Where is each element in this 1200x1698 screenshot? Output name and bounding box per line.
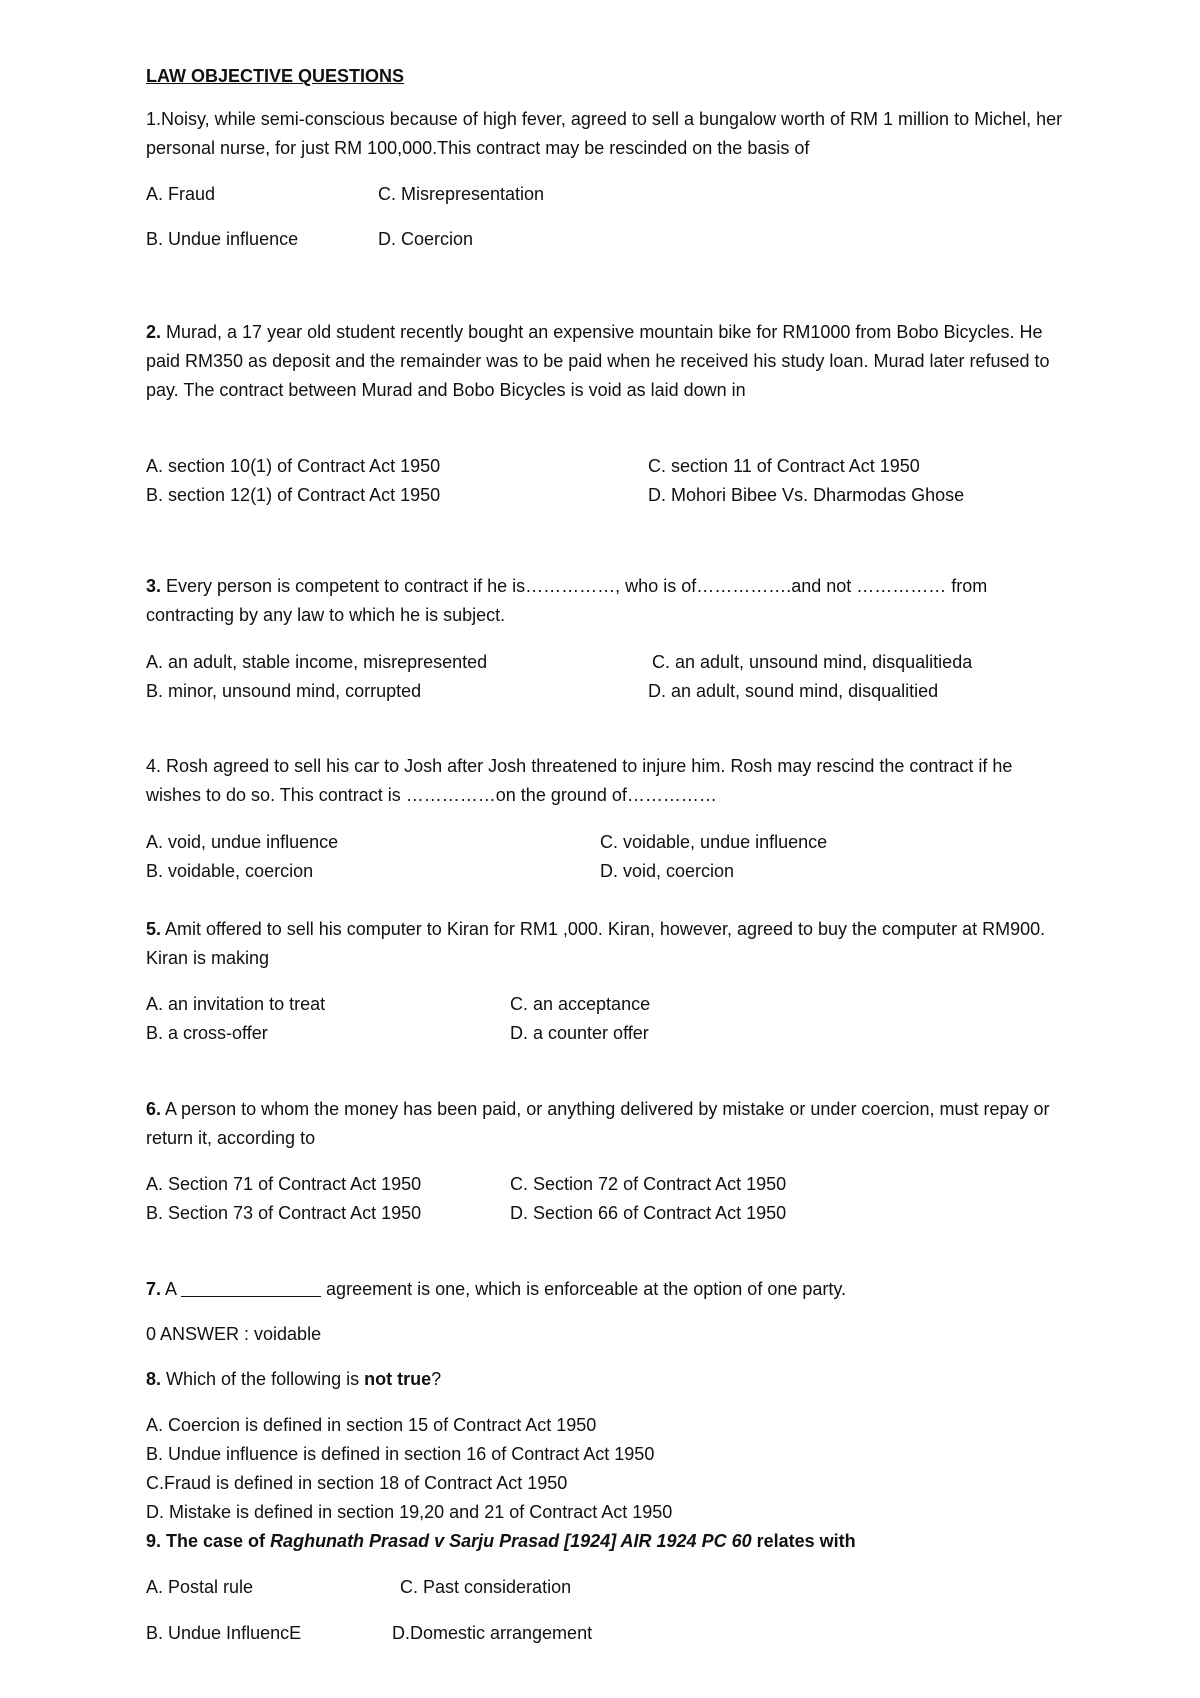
question-9-option-d: D.Domestic arrangement — [392, 1623, 593, 1643]
question-9-option-a: A. Postal rule — [146, 1577, 254, 1597]
question-9-text-post: relates with — [751, 1531, 856, 1551]
question-5-option-b: B. a cross-offer — [146, 1023, 268, 1043]
question-9-text-pre: 9. The case of — [146, 1531, 271, 1551]
question-9-case-name: Raghunath Prasad v Sarju Prasad [1924] AIR 1924 PC 60 — [270, 1531, 752, 1551]
question-3-option-a: A. an adult, stable income, misrepresented — [146, 652, 488, 672]
question-2-text: Murad, a 17 year old student recently bought an expensive mountain bike for RM1000 from Bobo Bicycles. He paid RM350 as deposit and the remainder was to be paid when he received his study loan. Murad later refused to pay. The contract between Murad and Bobo Bicycles is void as laid down in — [146, 322, 1050, 400]
question-4-option-a: A. void, undue influence — [146, 832, 339, 852]
question-4-option-d: D. void, coercion — [600, 861, 735, 881]
question-3-option-c: C. an adult, unsound mind, disqualitieda — [652, 652, 973, 672]
question-7-stem — [146, 1275, 1066, 1304]
question-2-option-a: A. section 10(1) of Contract Act 1950 — [146, 456, 441, 476]
question-9-option-c: C. Past consideration — [400, 1577, 572, 1597]
question-8-stem — [146, 1365, 1066, 1394]
question-3-number: 3. — [146, 576, 162, 596]
question-8-option-b: B. Undue influence is defined in section 16 of Contract Act 1950 — [146, 1444, 655, 1464]
answer-blank — [181, 1278, 321, 1297]
document-heading: LAW OBJECTIVE QUESTIONS — [146, 66, 405, 86]
question-8-option-c: C.Fraud is defined in section 18 of Contract Act 1950 — [146, 1473, 568, 1493]
question-8-option-d: D. Mistake is defined in section 19,20 and 21 of Contract Act 1950 — [146, 1502, 673, 1522]
question-6-option-d: D. Section 66 of Contract Act 1950 — [510, 1203, 787, 1223]
question-1-stem: 1.Noisy, while semi-conscious because of high fever, agreed to sell a bungalow worth of RM 1 million to Michel, her personal nurse, for just RM 100,000.This contract may be rescinded on the basis of — [146, 109, 1063, 158]
question-2-option-b: B. section 12(1) of Contract Act 1950 — [146, 485, 441, 505]
question-8-emphasis: not true — [364, 1369, 432, 1389]
question-6-option-a: A. Section 71 of Contract Act 1950 — [146, 1174, 422, 1194]
question-5-option-d: D. a counter offer — [510, 1023, 649, 1043]
question-7-text-post: agreement is one, which is enforceable at the option of one party. — [321, 1279, 847, 1299]
question-8-option-a: A. Coercion is defined in section 15 of Contract Act 1950 — [146, 1415, 597, 1435]
question-6-stem — [146, 1095, 1066, 1153]
question-5-number: 5. — [146, 919, 162, 939]
question-8-text-pre: Which of the following is — [161, 1369, 365, 1389]
question-2-option-c: C. section 11 of Contract Act 1950 — [648, 456, 920, 476]
question-6-option-b: B. Section 73 of Contract Act 1950 — [146, 1203, 422, 1223]
question-5-text: Amit offered to sell his computer to Kiran for RM1 ,000. Kiran, however, agreed to buy the computer at RM900. Kiran is making — [146, 919, 1046, 968]
question-4-option-b: B. voidable, coercion — [146, 861, 314, 881]
question-3-option-d: D. an adult, sound mind, disqualitied — [648, 681, 939, 701]
question-2-number: 2. — [146, 322, 162, 342]
question-7-text-pre: A — [161, 1279, 182, 1299]
question-3-text: Every person is competent to contract if he is……………, who is of…………….and not …………… from contracting by any law to which he is subject. — [146, 576, 988, 625]
question-1-option-a: A. Fraud — [146, 184, 216, 204]
question-4-stem: 4. Rosh agreed to sell his car to Josh after Josh threatened to injure him. Rosh may rescind the contract if he wishes to do so. This contract is ……………on the ground of…………… — [146, 756, 1013, 805]
question-1-option-d: D. Coercion — [378, 229, 474, 249]
question-1-option-b: B. Undue influence — [146, 229, 299, 249]
question-8-number: 8. — [146, 1369, 162, 1389]
question-7-answer: 0 ANSWER : voidable — [146, 1324, 322, 1344]
question-3-stem — [146, 572, 1066, 630]
question-5-stem — [146, 915, 1066, 973]
question-2-option-d: D. Mohori Bibee Vs. Dharmodas Ghose — [648, 485, 965, 505]
question-6-number: 6. — [146, 1099, 162, 1119]
question-1-option-c: C. Misrepresentation — [378, 184, 545, 204]
question-6-text: A person to whom the money has been paid, or anything delivered by mistake or under coercion, must repay or return it, according to — [146, 1099, 1050, 1148]
question-3-option-b: B. minor, unsound mind, corrupted — [146, 681, 422, 701]
question-4-option-c: C. voidable, undue influence — [600, 832, 828, 852]
question-7-number: 7. — [146, 1279, 162, 1299]
question-9-option-b: B. Undue InfluencE — [146, 1623, 302, 1643]
question-5-option-a: A. an invitation to treat — [146, 994, 326, 1014]
question-9-stem — [146, 1527, 1066, 1556]
question-2-stem — [146, 318, 1066, 405]
question-8-text-post: ? — [431, 1369, 442, 1389]
question-6-option-c: C. Section 72 of Contract Act 1950 — [510, 1174, 787, 1194]
question-5-option-c: C. an acceptance — [510, 994, 651, 1014]
